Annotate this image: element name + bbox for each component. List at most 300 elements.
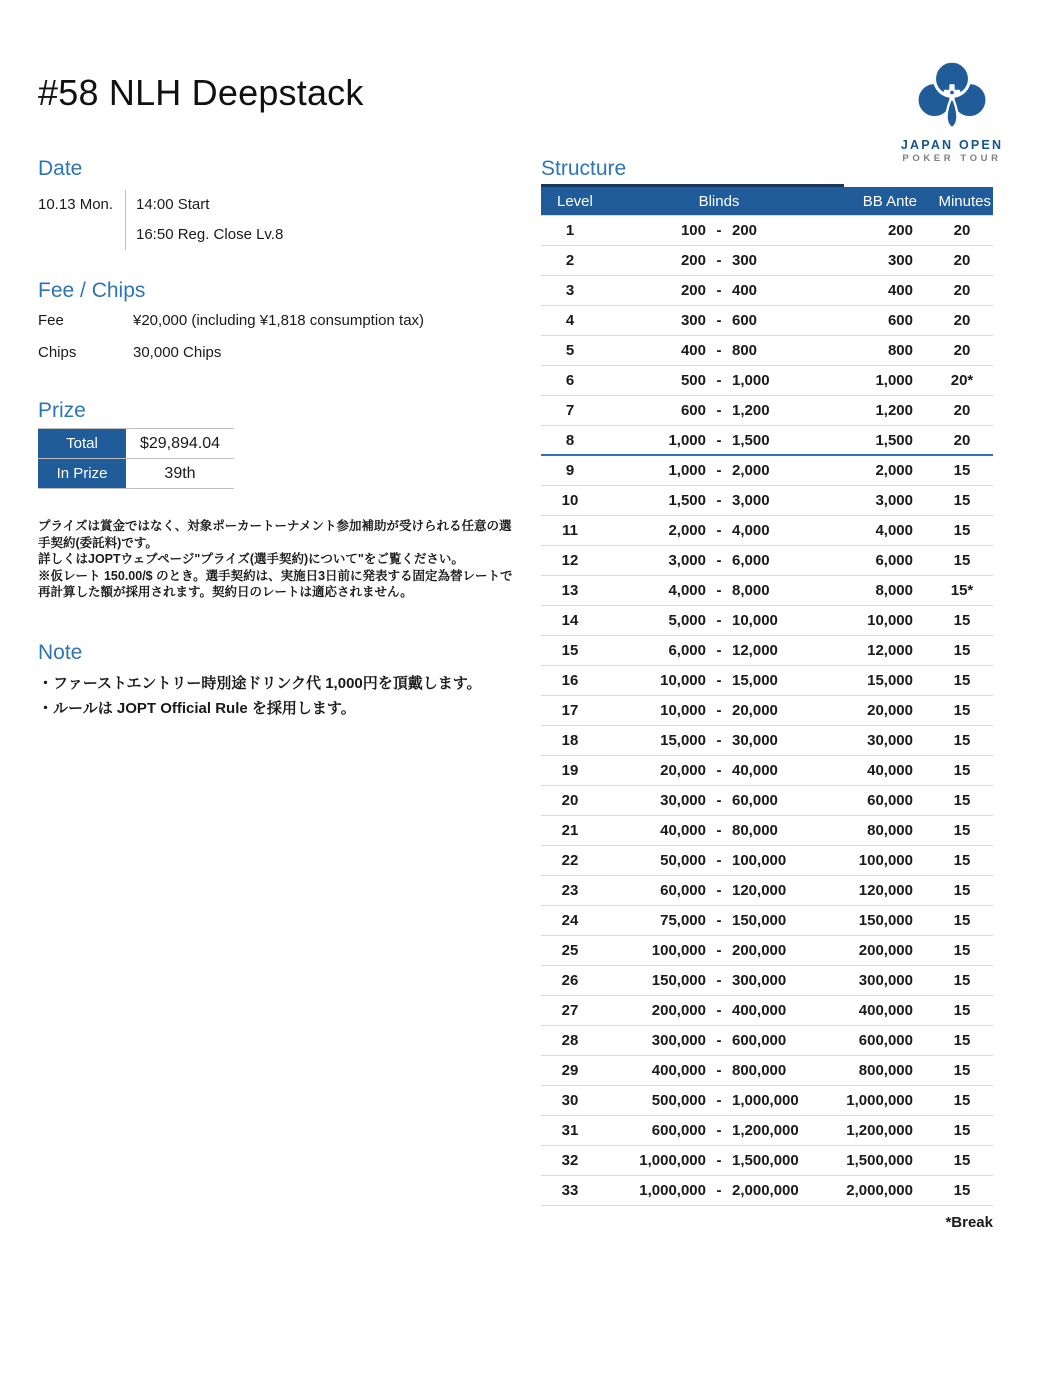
bb-ante-cell: 2,000,000 (846, 1182, 913, 1199)
minutes-cell: 20 (953, 282, 971, 299)
small-blind-value: 500 (680, 372, 706, 389)
minutes-cell: 20 (953, 402, 971, 419)
blinds-dash: - (716, 462, 722, 479)
blinds-cell (599, 342, 839, 359)
level-cell: 17 (561, 702, 579, 719)
level-cell: 1 (565, 222, 575, 239)
blinds-dash: - (716, 1122, 722, 1139)
blinds-cell (599, 822, 839, 839)
structure-level-row (541, 1176, 993, 1206)
structure-level-row (541, 486, 993, 516)
minutes-cell: 15 (953, 552, 971, 569)
blinds-cell (599, 312, 839, 329)
blinds-cell (599, 372, 839, 389)
structure-level-row (541, 606, 993, 636)
blinds-cell (599, 252, 839, 269)
blinds-cell (599, 1032, 839, 1049)
blinds-cell (599, 672, 839, 689)
bb-ante-cell: 15,000 (867, 672, 913, 689)
bb-ante-cell: 10,000 (867, 612, 913, 629)
fee-chips-block (38, 312, 508, 376)
small-blind-value: 500,000 (651, 1092, 706, 1109)
bb-ante-cell: 1,200 (875, 402, 913, 419)
big-blind-value: 60,000 (732, 792, 778, 809)
structure-level-row (541, 216, 993, 246)
small-blind-value: 10,000 (660, 702, 706, 719)
bb-ante-cell: 60,000 (867, 792, 913, 809)
blinds-dash: - (716, 882, 722, 899)
blinds-dash: - (716, 762, 722, 779)
minutes-cell: 20* (950, 372, 974, 389)
big-blind-value: 3,000 (732, 492, 770, 509)
blinds-cell (599, 762, 839, 779)
small-blind-value: 4,000 (668, 582, 706, 599)
column-header-level: Level (557, 192, 593, 210)
small-blind-value: 40,000 (660, 822, 706, 839)
level-cell: 13 (561, 582, 579, 599)
minutes-cell: 15 (953, 672, 971, 689)
blinds-dash: - (716, 1152, 722, 1169)
minutes-cell: 15 (953, 462, 971, 479)
structure-level-row (541, 1146, 993, 1176)
minutes-cell: 15 (953, 942, 971, 959)
level-cell: 16 (561, 672, 579, 689)
bb-ante-cell: 400 (887, 282, 913, 299)
level-cell: 14 (561, 612, 579, 629)
structure-level-row (541, 996, 993, 1026)
structure-level-row (541, 756, 993, 786)
minutes-cell: 15 (953, 1182, 971, 1199)
big-blind-value: 100,000 (732, 852, 787, 869)
bb-ante-cell: 4,000 (875, 522, 913, 539)
prize-inprize-row (38, 459, 234, 489)
bb-ante-cell: 100,000 (858, 852, 913, 869)
minutes-cell: 15 (953, 792, 971, 809)
minutes-cell: 15 (953, 1002, 971, 1019)
level-cell: 30 (561, 1092, 579, 1109)
big-blind-value: 15,000 (732, 672, 778, 689)
blinds-cell (599, 462, 839, 479)
blinds-cell (599, 732, 839, 749)
prize-inprize-label: In Prize (38, 459, 126, 488)
break-footnote: *Break (945, 1214, 993, 1231)
big-blind-value: 300,000 (732, 972, 787, 989)
small-blind-value: 20,000 (660, 762, 706, 779)
minutes-cell: 15 (953, 822, 971, 839)
disclaimer-line: 詳しくはJOPTウェブページ"プライズ(選手契約)について"をご覧ください。 (38, 552, 464, 566)
structure-level-row (541, 276, 993, 306)
blinds-cell (599, 792, 839, 809)
disclaimer-line: ※仮レート 150.00/$ のとき。選手契約は、実施日3日前に発表する固定為替レートで再計算した額が採用されます。契約日のレートは適応されません。 (38, 568, 513, 599)
small-blind-value: 1,000 (668, 462, 706, 479)
big-blind-value: 1,200 (732, 402, 770, 419)
chips-value: 30,000 Chips (133, 344, 222, 361)
minutes-cell: 15 (953, 1032, 971, 1049)
blinds-cell (599, 1002, 839, 1019)
minutes-cell: 15 (953, 852, 971, 869)
note-item: ・ファーストエントリー時別途ドリンク代 1,000円を頂戴します。 (38, 675, 482, 692)
big-blind-value: 400,000 (732, 1002, 787, 1019)
minutes-cell: 20 (953, 431, 971, 449)
bb-ante-cell: 1,000 (875, 372, 913, 389)
blinds-dash: - (716, 612, 722, 629)
small-blind-value: 1,500 (668, 492, 706, 509)
blinds-dash: - (716, 852, 722, 869)
structure-level-row (541, 396, 993, 426)
bb-ante-cell: 800 (887, 342, 913, 359)
structure-level-row (541, 336, 993, 366)
level-cell: 4 (565, 312, 575, 329)
structure-level-row (541, 576, 993, 606)
blinds-cell (599, 222, 839, 239)
bb-ante-cell: 600,000 (858, 1032, 913, 1049)
big-blind-value: 2,000,000 (732, 1182, 799, 1199)
club-icon (896, 58, 1008, 136)
structure-level-row (541, 696, 993, 726)
blinds-cell (599, 492, 839, 509)
level-cell: 12 (561, 552, 579, 569)
prize-heading: Prize (38, 399, 86, 422)
level-cell: 20 (561, 792, 579, 809)
blinds-dash: - (716, 1182, 722, 1199)
minutes-cell: 15 (953, 492, 971, 509)
small-blind-value: 200 (680, 252, 706, 269)
big-blind-value: 800,000 (732, 1062, 787, 1079)
big-blind-value: 30,000 (732, 732, 778, 749)
blinds-cell (599, 942, 839, 959)
minutes-cell: 20 (953, 312, 971, 329)
structure-level-row (541, 1056, 993, 1086)
date-times (125, 190, 283, 250)
level-cell: 28 (561, 1032, 579, 1049)
minutes-cell: 15 (953, 762, 971, 779)
blinds-dash: - (716, 1002, 722, 1019)
big-blind-value: 20,000 (732, 702, 778, 719)
bb-ante-cell: 1,200,000 (846, 1122, 913, 1139)
bb-ante-cell: 200 (887, 222, 913, 239)
column-header-blinds: Blinds (698, 192, 740, 210)
blinds-dash: - (716, 312, 722, 329)
minutes-cell: 15 (953, 1152, 971, 1169)
big-blind-value: 1,500,000 (732, 1152, 799, 1169)
minutes-cell: 15 (953, 1062, 971, 1079)
blinds-dash: - (716, 1092, 722, 1109)
level-cell: 29 (561, 1062, 579, 1079)
blinds-cell (599, 612, 839, 629)
structure-level-row (541, 966, 993, 996)
blinds-dash: - (716, 1062, 722, 1079)
blinds-dash: - (716, 672, 722, 689)
small-blind-value: 60,000 (660, 882, 706, 899)
blinds-cell (599, 852, 839, 869)
blinds-dash: - (716, 702, 722, 719)
blinds-cell (599, 882, 839, 899)
bb-ante-cell: 40,000 (867, 762, 913, 779)
small-blind-value: 2,000 (668, 522, 706, 539)
blinds-cell (599, 522, 839, 539)
disclaimer-line: プライズは賞金ではなく、対象ポーカートーナメント参加補助が受けられる任意の選手契約(委託料)です。 (38, 519, 512, 550)
big-blind-value: 1,500 (732, 431, 770, 449)
minutes-cell: 15 (953, 612, 971, 629)
blinds-dash: - (716, 732, 722, 749)
level-cell: 18 (561, 732, 579, 749)
level-cell: 9 (565, 462, 575, 479)
blinds-cell (599, 282, 839, 299)
big-blind-value: 10,000 (732, 612, 778, 629)
structure-level-row (541, 666, 993, 696)
bb-ante-cell: 2,000 (875, 462, 913, 479)
small-blind-value: 3,000 (668, 552, 706, 569)
small-blind-value: 100 (680, 222, 706, 239)
big-blind-value: 400 (732, 282, 758, 299)
big-blind-value: 1,200,000 (732, 1122, 799, 1139)
level-cell: 15 (561, 642, 579, 659)
bb-ante-cell: 1,500,000 (846, 1152, 913, 1169)
blinds-dash: - (716, 431, 722, 449)
small-blind-value: 200 (680, 282, 706, 299)
level-cell: 21 (561, 822, 579, 839)
fee-chips-heading: Fee / Chips (38, 279, 146, 302)
structure-level-row (541, 906, 993, 936)
start-time: 14:00 Start (136, 196, 210, 213)
structure-level-row (541, 786, 993, 816)
blinds-dash: - (716, 642, 722, 659)
bb-ante-cell: 12,000 (867, 642, 913, 659)
blinds-cell (599, 642, 839, 659)
date-value: 10.13 Mon. (38, 196, 114, 213)
level-cell: 23 (561, 882, 579, 899)
small-blind-value: 50,000 (660, 852, 706, 869)
column-header-minutes: Minutes (938, 192, 991, 210)
big-blind-value: 300 (732, 252, 758, 269)
structure-level-row (541, 426, 993, 456)
blinds-dash: - (716, 792, 722, 809)
blinds-dash: - (716, 402, 722, 419)
minutes-cell: 15 (953, 882, 971, 899)
blinds-dash: - (716, 942, 722, 959)
big-blind-value: 1,000 (732, 372, 770, 389)
blinds-dash: - (716, 822, 722, 839)
logo-text-japan-open: JAPAN OPEN (900, 138, 1004, 152)
prize-disclaimer (38, 518, 518, 601)
big-blind-value: 800 (732, 342, 758, 359)
blinds-dash: - (716, 222, 722, 239)
structure-heading: Structure (541, 157, 627, 180)
minutes-cell: 20 (953, 222, 971, 239)
big-blind-value: 8,000 (732, 582, 770, 599)
bb-ante-cell: 120,000 (858, 882, 913, 899)
blinds-dash: - (716, 972, 722, 989)
note-item: ・ルールは JOPT Official Rule を採用します。 (38, 700, 356, 717)
big-blind-value: 150,000 (732, 912, 787, 929)
big-blind-value: 600,000 (732, 1032, 787, 1049)
bb-ante-cell: 800,000 (858, 1062, 913, 1079)
chips-row (38, 344, 508, 361)
level-cell: 8 (565, 431, 575, 449)
blinds-cell (599, 432, 839, 449)
big-blind-value: 4,000 (732, 522, 770, 539)
bb-ante-cell: 600 (887, 312, 913, 329)
structure-level-row (541, 366, 993, 396)
blinds-cell (599, 402, 839, 419)
blinds-dash: - (716, 1032, 722, 1049)
level-cell: 19 (561, 762, 579, 779)
blinds-dash: - (716, 912, 722, 929)
bb-ante-cell: 150,000 (858, 912, 913, 929)
big-blind-value: 2,000 (732, 462, 770, 479)
level-cell: 3 (565, 282, 575, 299)
minutes-cell: 15 (953, 1092, 971, 1109)
minutes-cell: 15 (953, 522, 971, 539)
level-cell: 27 (561, 1002, 579, 1019)
small-blind-value: 300 (680, 312, 706, 329)
blinds-dash: - (716, 342, 722, 359)
bb-ante-cell: 30,000 (867, 732, 913, 749)
blinds-cell (599, 1182, 839, 1199)
small-blind-value: 100,000 (651, 942, 706, 959)
big-blind-value: 40,000 (732, 762, 778, 779)
level-cell: 24 (561, 912, 579, 929)
small-blind-value: 30,000 (660, 792, 706, 809)
blinds-cell (599, 1122, 839, 1139)
japan-open-poker-tour-logo (896, 58, 1008, 164)
blinds-cell (599, 912, 839, 929)
level-cell: 26 (561, 972, 579, 989)
small-blind-value: 300,000 (651, 1032, 706, 1049)
small-blind-value: 1,000 (668, 431, 706, 449)
small-blind-value: 10,000 (660, 672, 706, 689)
date-block (38, 190, 283, 250)
prize-total-value: $29,894.04 (139, 434, 221, 452)
small-blind-value: 15,000 (660, 732, 706, 749)
big-blind-value: 200,000 (732, 942, 787, 959)
big-blind-value: 600 (732, 312, 758, 329)
level-cell: 31 (561, 1122, 579, 1139)
minutes-cell: 15 (953, 732, 971, 749)
blinds-dash: - (716, 492, 722, 509)
minutes-cell: 15 (953, 972, 971, 989)
small-blind-value: 6,000 (668, 642, 706, 659)
blinds-cell (599, 582, 839, 599)
structure-level-row (541, 456, 993, 486)
small-blind-value: 75,000 (660, 912, 706, 929)
structure-level-row (541, 246, 993, 276)
bb-ante-cell: 300,000 (858, 972, 913, 989)
small-blind-value: 150,000 (651, 972, 706, 989)
small-blind-value: 200,000 (651, 1002, 706, 1019)
prize-inprize-value: 39th (164, 464, 196, 482)
structure-level-row (541, 306, 993, 336)
level-cell: 6 (565, 372, 575, 389)
column-header-bb-ante: BB Ante (862, 192, 917, 210)
fee-row (38, 312, 508, 329)
page-title: #58 NLH Deepstack (38, 72, 364, 113)
bb-ante-cell: 20,000 (867, 702, 913, 719)
minutes-cell: 15 (953, 1122, 971, 1139)
blinds-cell (599, 1062, 839, 1079)
fee-value: ¥20,000 (including ¥1,818 consumption tax) (133, 312, 425, 329)
structure-level-row (541, 876, 993, 906)
blinds-dash: - (716, 522, 722, 539)
logo-text-poker-tour: POKER TOUR (902, 153, 1002, 164)
big-blind-value: 120,000 (732, 882, 787, 899)
structure-table-body (541, 216, 993, 1206)
level-cell: 5 (565, 342, 575, 359)
blinds-dash: - (716, 552, 722, 569)
big-blind-value: 12,000 (732, 642, 778, 659)
minutes-cell: 15* (950, 582, 974, 599)
blinds-cell (599, 1152, 839, 1169)
note-list (38, 671, 508, 721)
small-blind-value: 1,000,000 (639, 1182, 706, 1199)
bb-ante-cell: 1,500 (875, 431, 913, 449)
structure-level-row (541, 936, 993, 966)
structure-level-row (541, 816, 993, 846)
bb-ante-cell: 400,000 (858, 1002, 913, 1019)
level-cell: 33 (561, 1182, 579, 1199)
structure-level-row (541, 726, 993, 756)
level-cell: 32 (561, 1152, 579, 1169)
prize-table (38, 428, 234, 489)
structure-level-row (541, 546, 993, 576)
structure-level-row (541, 636, 993, 666)
reg-close-time: 16:50 Reg. Close Lv.8 (136, 226, 284, 243)
small-blind-value: 5,000 (668, 612, 706, 629)
level-cell: 11 (562, 522, 578, 539)
big-blind-value: 80,000 (732, 822, 778, 839)
bb-ante-cell: 3,000 (875, 492, 913, 509)
structure-level-row (541, 846, 993, 876)
level-cell: 22 (561, 852, 579, 869)
prize-total-row (38, 429, 234, 459)
blinds-dash: - (716, 282, 722, 299)
big-blind-value: 200 (732, 222, 758, 239)
minutes-cell: 15 (953, 912, 971, 929)
blinds-cell (599, 1092, 839, 1109)
blinds-dash: - (716, 582, 722, 599)
level-cell: 7 (565, 402, 575, 419)
big-blind-value: 1,000,000 (732, 1092, 799, 1109)
minutes-cell: 20 (953, 342, 971, 359)
date-heading: Date (38, 157, 83, 180)
blinds-dash: - (716, 372, 722, 389)
minutes-cell: 20 (953, 252, 971, 269)
bb-ante-cell: 6,000 (875, 552, 913, 569)
bb-ante-cell: 300 (887, 252, 913, 269)
blinds-cell (599, 552, 839, 569)
structure-table-header (541, 187, 993, 216)
structure-level-row (541, 1026, 993, 1056)
structure-level-row (541, 1086, 993, 1116)
minutes-cell: 15 (953, 642, 971, 659)
minutes-cell: 15 (953, 702, 971, 719)
small-blind-value: 600 (680, 402, 706, 419)
blinds-cell (599, 972, 839, 989)
level-cell: 10 (561, 492, 579, 509)
small-blind-value: 400 (680, 342, 706, 359)
big-blind-value: 6,000 (732, 552, 770, 569)
blinds-dash: - (716, 252, 722, 269)
level-cell: 2 (565, 252, 575, 269)
structure-level-row (541, 516, 993, 546)
structure-table (541, 187, 993, 1206)
fee-label: Fee (38, 312, 64, 329)
blinds-cell (599, 702, 839, 719)
level-cell: 25 (561, 942, 579, 959)
small-blind-value: 400,000 (651, 1062, 706, 1079)
bb-ante-cell: 80,000 (867, 822, 913, 839)
small-blind-value: 600,000 (651, 1122, 706, 1139)
